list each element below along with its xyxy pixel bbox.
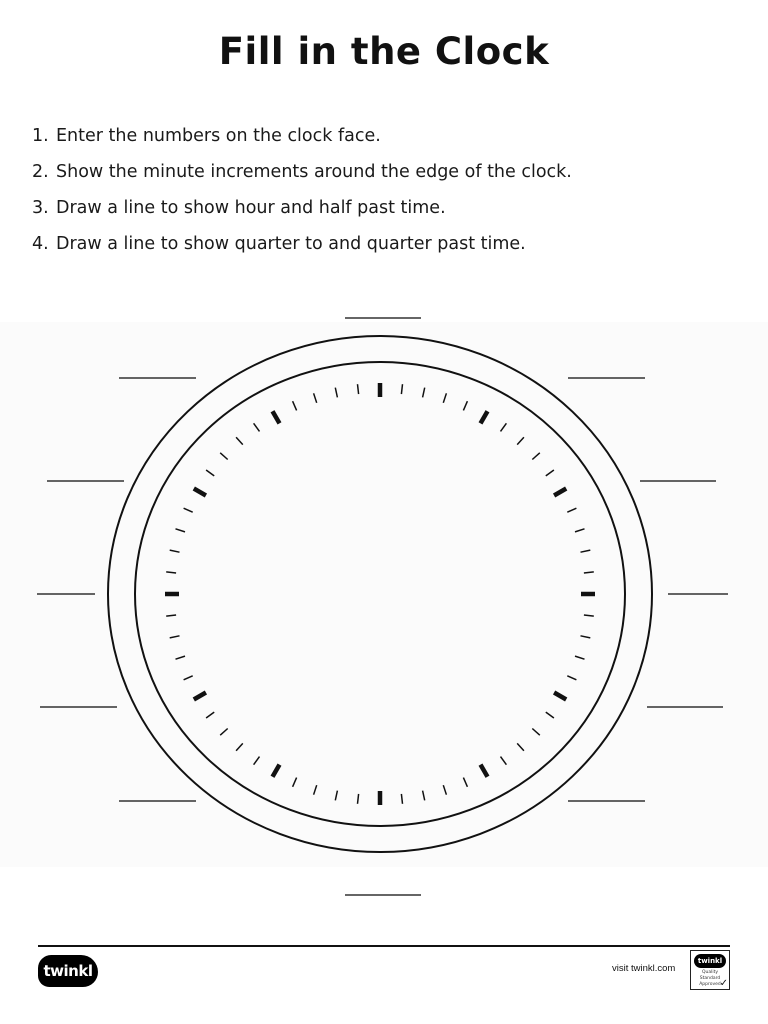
badge-caption: Quality Standard Approved [699,970,721,987]
minute-tick [293,401,297,410]
minute-tick [358,384,359,394]
minute-tick [358,794,359,804]
instruction-number: 4. [32,234,49,254]
minute-tick [170,550,180,552]
visit-link[interactable]: visit twinkl.com [612,963,676,974]
quality-standard-badge [690,950,730,990]
hour-tick [273,411,280,423]
minute-tick [293,778,297,787]
minute-tick [254,423,260,431]
check-icon: ✓ [719,978,728,989]
minute-tick [517,437,524,444]
hour-tick [194,693,206,700]
hour-tick [194,489,206,496]
minute-tick [584,615,594,616]
badge-logo: twinkl [694,954,726,968]
minute-tick [401,794,402,804]
minute-tick [254,757,260,765]
instruction-text: Draw a line to show quarter to and quarter past time. [56,234,526,254]
minute-tick [443,393,446,403]
minute-tick [184,676,193,680]
minute-tick [463,401,467,410]
minute-tick [206,470,214,476]
minute-tick [546,712,554,718]
page-title: Fill in the Clock [218,30,550,73]
minute-tick [584,572,594,573]
twinkl-logo[interactable]: twinkl [38,955,98,987]
minute-tick [166,572,176,573]
footer-divider [38,945,730,947]
hour-tick [481,411,488,423]
instruction-text: Show the minute increments around the edge of the clock. [56,162,572,182]
minute-tick [236,437,243,444]
minute-tick [501,423,507,431]
minute-tick [176,656,186,659]
minute-tick [206,712,214,718]
instruction-text: Enter the numbers on the clock face. [56,126,381,146]
hour-tick [554,489,566,496]
clock-ticks [165,383,595,805]
minute-tick [567,508,576,512]
instruction-number: 3. [32,198,49,218]
minute-tick [501,757,507,765]
clock-inner-rim [135,362,625,826]
minute-tick [314,393,317,403]
minute-tick [314,785,317,795]
minute-tick [463,778,467,787]
instruction-text: Draw a line to show hour and half past time. [56,198,446,218]
minute-tick [184,508,193,512]
minute-tick [443,785,446,795]
minute-tick [567,676,576,680]
hour-tick [481,765,488,777]
hour-tick [554,693,566,700]
minute-tick [581,550,591,552]
instruction-number: 1. [32,126,49,146]
minute-tick [423,388,425,398]
minute-tick [401,384,402,394]
minute-tick [575,529,585,532]
minute-tick [170,636,180,638]
minute-tick [423,791,425,801]
instruction-number: 2. [32,162,49,182]
minute-tick [335,791,337,801]
minute-tick [220,453,228,460]
minute-tick [517,743,524,750]
minute-tick [546,470,554,476]
minute-tick [575,656,585,659]
clock-outer-rim [108,336,652,852]
minute-tick [335,388,337,398]
minute-tick [532,453,540,460]
minute-tick [581,636,591,638]
minute-tick [236,743,243,750]
minute-tick [166,615,176,616]
minute-tick [220,729,228,736]
minute-tick [532,729,540,736]
hour-tick [273,765,280,777]
minute-tick [176,529,186,532]
